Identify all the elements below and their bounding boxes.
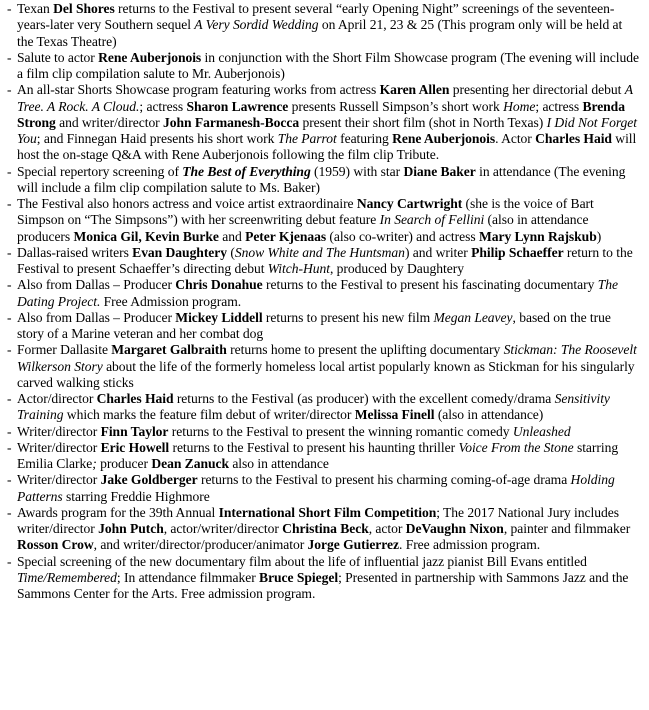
program-item: [7, 554, 641, 603]
program-item: [7, 342, 641, 391]
bold-name: Eric Howell: [100, 439, 170, 455]
italic-title: Snow White and The Huntsman: [234, 244, 405, 260]
text-run: returns to the Festival to present his fascinating documentary: [262, 277, 598, 293]
italic-title: Witch-Hunt: [267, 261, 330, 276]
bold-name: Monica Gil, Kevin Burke: [73, 228, 219, 244]
text-run: return to the Festival to present Schaeffer’s directing debut: [17, 244, 633, 276]
text-run: Dallas-raised writers: [17, 244, 133, 260]
italic-title: ;: [92, 456, 97, 471]
bold-name: DeVaughn Nixon: [405, 521, 504, 536]
text-run: Actor/director: [17, 391, 97, 406]
bold-name: Nancy Cartwright: [356, 196, 463, 211]
program-item: [7, 245, 641, 278]
text-run: (she is the voice of Bart Simpson on “The Simpsons”) with her screenwriting debut feature: [17, 196, 594, 228]
text-run: ; actress: [139, 98, 187, 114]
text-run: Awards program for the 39th Annual: [17, 504, 219, 520]
text-run: ; In attendance filmmaker: [116, 569, 260, 585]
bold-name: Bruce Spiegel: [259, 569, 339, 585]
list-dash: -: [7, 553, 12, 569]
list-dash: -: [7, 423, 12, 439]
bold-name: Brenda Strong: [17, 98, 625, 130]
bold-name: John Farmanesh-Bocca: [163, 114, 300, 130]
italic-title: Holding Patterns: [17, 472, 615, 504]
bold-name: Melissa Finell: [354, 407, 435, 423]
italic-title: Unleashed: [512, 423, 571, 439]
text-run: . Free admission program.: [399, 537, 541, 553]
text-run: on April 21, 23 & 25 (This program only will be held at the Texas Theatre): [17, 17, 623, 49]
bold-name: Philip Schaeffer: [471, 244, 564, 260]
italic-title: In Search of Fellini: [379, 212, 485, 228]
text-run: returns to the Festival to present his charming coming-of-age drama: [197, 472, 571, 488]
list-dash: -: [7, 244, 12, 260]
text-run: , actor: [368, 521, 406, 536]
list-dash: -: [7, 309, 12, 325]
bold-name: Mary Lynn Rajskub: [478, 228, 597, 244]
text-run: about the life of the formerly homeless local artist popularly known as Stickman for his singularly carved walking sticks: [17, 358, 635, 390]
bold-name: Evan Daughtery: [132, 244, 228, 260]
text-run: returns to the Festival to present his haunting thriller: [169, 439, 459, 455]
bold-name: Rene Auberjonois: [98, 49, 202, 65]
bold-name: Del Shores: [53, 1, 115, 16]
program-item: [7, 505, 641, 554]
text-run: Also from Dallas – Producer: [17, 277, 176, 293]
bold-italic-title: The Best of Everything: [182, 163, 311, 179]
italic-title: Time/Remembered: [17, 569, 117, 585]
italic-title: Home: [503, 98, 536, 114]
text-run: Special repertory screening of: [17, 163, 183, 179]
text-run: present their short film (shot in North Texas): [299, 114, 547, 130]
text-run: ; and Finnegan Haid presents his short work: [36, 131, 278, 146]
text-run: ; Presented in partnership with Sammons Jazz and the Sammons Center for the Arts. Free admission program.: [17, 569, 629, 601]
italic-title: The Dating Project.: [17, 277, 618, 309]
program-item: [7, 50, 641, 83]
text-run: and writer/director: [55, 114, 164, 130]
text-run: Salute to actor: [17, 49, 99, 65]
program-item: [7, 164, 641, 197]
bold-name: Chris Donahue: [175, 277, 263, 293]
bold-name: John Putch: [98, 521, 164, 536]
text-run: which marks the feature film debut of writer/director: [63, 407, 355, 423]
text-run: Writer/director: [17, 423, 101, 439]
text-run: , produced by Daughtery: [329, 261, 464, 276]
bold-name: Diane Baker: [403, 163, 476, 179]
text-run: will host the on-stage Q&A with Rene Auberjonois following the film clip Tribute.: [17, 131, 637, 163]
text-run: returns to the Festival (as producer) with the excellent comedy/drama: [173, 391, 555, 406]
bold-name: International Short Film Competition: [218, 504, 437, 520]
text-run: and: [218, 228, 246, 244]
program-item: [7, 82, 641, 163]
program-item: [7, 424, 641, 440]
bold-name: Dean Zanuck: [151, 456, 229, 471]
text-run: Writer/director: [17, 472, 101, 488]
text-run: Also from Dallas – Producer: [17, 309, 176, 325]
italic-title: Megan Leavey: [433, 309, 513, 325]
text-run: returns to the Festival to present the winning romantic comedy: [168, 423, 513, 439]
list-dash: -: [7, 277, 12, 293]
bold-name: Christina Beck: [282, 521, 369, 536]
text-run: Texan: [17, 1, 54, 16]
text-run: (also co-writer) and actress: [326, 228, 479, 244]
program-item: [7, 277, 641, 310]
bold-name: Charles Haid: [535, 131, 612, 146]
bold-name: Karen Allen: [379, 82, 450, 98]
text-run: producer: [96, 456, 152, 471]
text-run: (also in attendance producers: [17, 212, 589, 244]
text-run: starring Freddie Highmore: [62, 488, 210, 504]
bold-name: Jorge Gutierrez: [307, 537, 399, 553]
bold-name: Sharon Lawrence: [186, 98, 289, 114]
text-run: . Actor: [495, 131, 536, 146]
italic-title: The Parrot: [277, 131, 337, 146]
text-run: returns home to present the uplifting documentary: [226, 342, 504, 358]
text-run: Former Dallasite: [17, 342, 112, 358]
italic-title: A Very Sordid Wedding: [194, 17, 319, 33]
text-run: returns to the Festival to present several “early Opening Night” screenings of the seventeen-years-later very Southern sequel: [17, 1, 615, 33]
text-run: ) and writer: [404, 244, 472, 260]
list-dash: -: [7, 472, 12, 488]
program-list: [7, 1, 641, 602]
text-run: , based on the true story of a Marine veteran and her combat dog: [17, 309, 611, 341]
list-dash: -: [7, 391, 12, 406]
italic-title: Voice From the Stone: [458, 439, 574, 455]
list-dash: -: [7, 439, 12, 455]
bold-name: Jake Goldberger: [100, 472, 198, 488]
text-run: The Festival also honors actress and voice artist extraordinaire: [17, 196, 357, 211]
italic-title: A Tree. A Rock. A Cloud.: [17, 82, 633, 114]
program-item: [7, 391, 641, 424]
text-run: in attendance (The evening will include a film clip compilation salute to Ms. Baker): [17, 163, 626, 195]
list-dash: -: [7, 1, 12, 16]
text-run: An all-star Shorts Showcase program featuring works from actress: [17, 82, 380, 98]
bold-name: Charles Haid: [96, 391, 174, 406]
bold-name: Rosson Crow: [17, 537, 94, 553]
text-run: ; The 2017 National Jury includes writer/director: [17, 504, 619, 536]
text-run: , actor/writer/director: [163, 521, 283, 536]
text-run: also in attendance: [228, 456, 329, 471]
text-run: , and writer/director/producer/animator: [93, 537, 308, 553]
text-run: (1959) with star: [310, 163, 404, 179]
list-dash: -: [7, 196, 12, 211]
text-run: Special screening of the new documentary film about the life of influential jazz pianist Bill Evans entitled: [17, 553, 587, 569]
program-item: [7, 472, 641, 505]
list-dash: -: [7, 163, 12, 179]
bold-name: Rene Auberjonois: [392, 131, 496, 146]
text-run: (: [227, 244, 235, 260]
list-dash: -: [7, 504, 12, 520]
text-run: ; actress: [535, 98, 583, 114]
italic-title: Sensitivity Training: [17, 391, 610, 423]
text-run: in conjunction with the Short Film Showcase program (The evening will include a film clip compilation salute to Mr. Auberjonois): [17, 49, 639, 81]
text-run: presenting her directorial debut: [449, 82, 625, 98]
text-run: (also in attendance): [434, 407, 544, 423]
list-dash: -: [7, 82, 12, 98]
program-item: [7, 196, 641, 245]
italic-title: I Did Not Forget You: [17, 114, 638, 146]
text-run: Free Admission program.: [100, 293, 242, 309]
text-run: returns to present his new film: [262, 309, 434, 325]
program-item: [7, 1, 641, 50]
text-run: Writer/director: [17, 439, 101, 455]
list-dash: -: [7, 342, 12, 358]
bold-name: Margaret Galbraith: [111, 342, 227, 358]
text-run: featuring: [336, 131, 393, 146]
program-item: [7, 440, 641, 473]
bold-name: Mickey Liddell: [175, 309, 263, 325]
text-run: presents Russell Simpson’s short work: [288, 98, 504, 114]
text-run: starring Emilia Clarke: [17, 439, 619, 471]
program-item: [7, 310, 641, 343]
list-dash: -: [7, 49, 12, 65]
bold-name: Finn Taylor: [100, 423, 169, 439]
text-run: , painter and filmmaker: [503, 521, 631, 536]
text-run: ): [596, 228, 602, 244]
bold-name: Peter Kjenaas: [245, 228, 327, 244]
italic-title: Stickman: The Roosevelt Wilkerson Story: [17, 342, 637, 374]
